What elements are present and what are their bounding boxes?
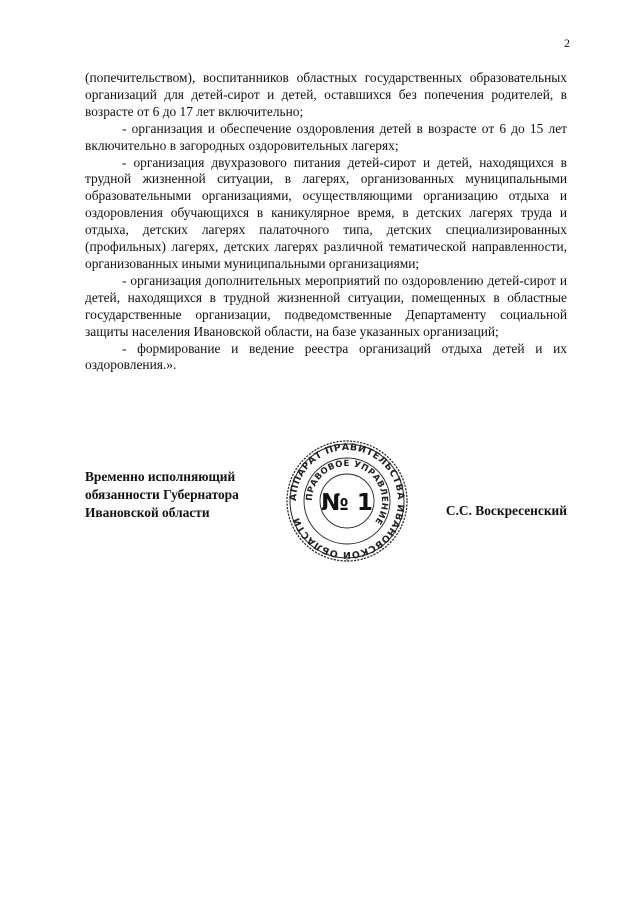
seal-outer-text: АППАРАТ ПРАВИТЕЛЬСТВА ИВАНОВСКОЙ ОБЛАСТИ <box>287 441 407 561</box>
seal-number: № 1 <box>321 490 373 516</box>
paragraph-5: - формирование и ведение реестра организаций отдыха детей и их оздоровления.». <box>85 340 567 373</box>
signatory-title-line-2: обязанности Губернатора <box>85 487 239 502</box>
seal-graphic <box>285 439 409 563</box>
signer-name: С.С. Воскресенский <box>445 503 567 518</box>
official-seal <box>285 439 409 563</box>
page-number: 2 <box>564 36 570 50</box>
signatory-title <box>85 468 239 522</box>
paragraph-3: - организация двухразового питания детей-сирот и детей, находящихся в трудной жизненной ситуации, в лагерях, организованных муниципальными образовательными организациями, осуществляющими организацию отдыха и оздоровления обучающихся в каникулярное время, в детских лагерях труда и отдыха, детских лагерях палаточного типа, детских специализированных (профильных) лагерях, детских лагерях различной тематической направленности, организованных иными муниципальными организациями; <box>85 154 567 271</box>
signatory-title-line-3: Ивановской области <box>85 505 210 520</box>
paragraph-1: (попечительством), воспитанников областных государственных образовательных организаций для детей-сирот и детей, оставшихся без попечения родителей, в возрасте от 6 до 17 лет включительно; <box>85 70 567 119</box>
signatory-title-line-1: Временно исполняющий <box>85 469 236 484</box>
paragraph-4: - организация дополнительных мероприятий по оздоровлению детей-сирот и детей, находящихся в трудной жизненной ситуации, помещенных в областные государственные организации, подведомственные Департаменту социальной защиты населения Ивановской области, на базе указанных организаций; <box>85 272 567 339</box>
seal-inner-text: ПРАВОВОЕ УПРАВЛЕНИЕ <box>304 458 390 527</box>
document-body <box>85 70 567 374</box>
paragraph-2: - организация и обеспечение оздоровления детей в возрасте от 6 до 15 лет включительно в загородных оздоровительных лагерях; <box>85 120 567 153</box>
